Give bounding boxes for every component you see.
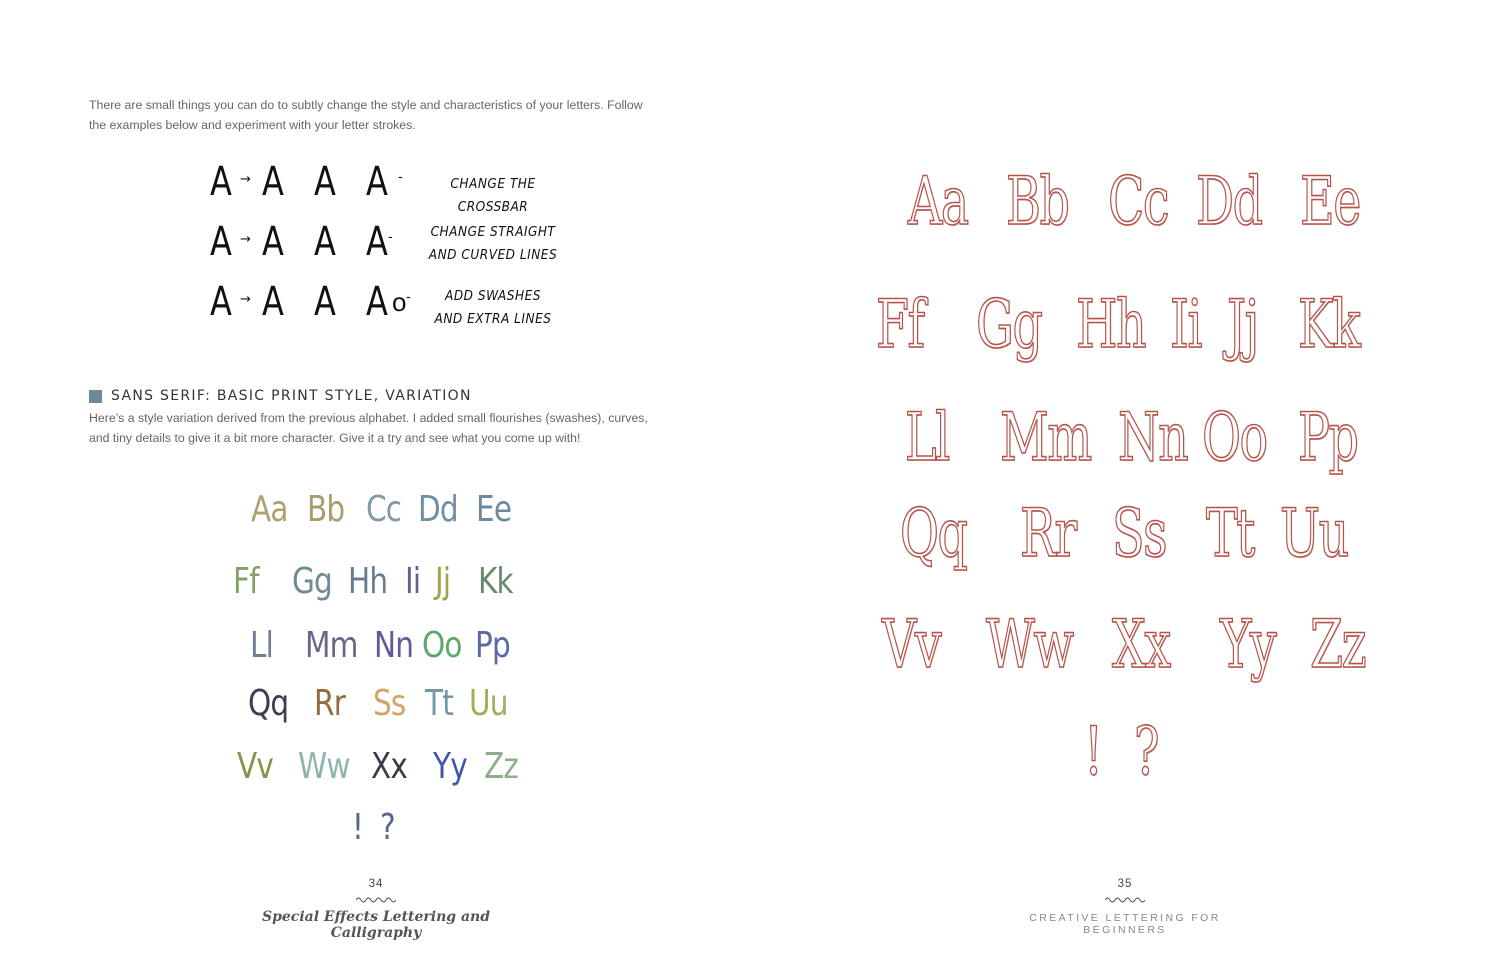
- letter-pair: Rr: [1020, 495, 1076, 572]
- letter-pair: Vv: [237, 746, 274, 787]
- letter-pair: Oo: [422, 625, 462, 666]
- letter-pair: Nn: [374, 625, 414, 666]
- punctuation: !: [1084, 713, 1102, 790]
- letter-pair: Nn: [1118, 399, 1188, 476]
- dash-mark: -: [398, 168, 403, 184]
- label-line: AND CURVED LINES: [428, 247, 558, 263]
- arrow-icon: →: [240, 292, 251, 307]
- example-letter: A: [262, 219, 284, 265]
- letter-pair: Hh: [1076, 286, 1146, 363]
- letter-pair: Ww: [986, 606, 1073, 683]
- letter-pair: Zz: [1310, 606, 1366, 683]
- letter-pair: Mm: [1000, 399, 1091, 476]
- page-number: 35: [1117, 878, 1133, 890]
- example-letter: A: [210, 159, 232, 205]
- letter-pair: Pp: [1298, 399, 1358, 476]
- letter-pair: Hh: [348, 561, 388, 602]
- punctuation: ?: [1134, 713, 1159, 790]
- letter-pair: Mm: [305, 625, 358, 666]
- letter-pair: Ii: [1170, 286, 1202, 363]
- section-heading: [89, 388, 472, 404]
- letter-pair: Tt: [425, 683, 453, 724]
- section-heading-text: SANS SERIF: BASIC PRINT STYLE, VARIATION: [111, 388, 472, 404]
- label-line: ADD SWASHES: [445, 288, 541, 304]
- intro-line: the examples below and experiment with your letter strokes.: [89, 118, 416, 132]
- swash-mark: o: [392, 287, 407, 317]
- example-label-lines: [418, 221, 568, 267]
- letter-pair: Ss: [1112, 495, 1167, 572]
- right-page: [750, 0, 1500, 971]
- letter-pair: Yy: [1220, 606, 1276, 683]
- letter-pair: Ee: [1300, 163, 1360, 240]
- example-letter: A: [314, 219, 336, 265]
- description-line: and tiny details to give it a bit more character. Give it a try and see what you come up with!: [89, 431, 581, 445]
- squiggle-ornament: [356, 896, 396, 904]
- page-number: 34: [368, 878, 384, 890]
- footer-title: Special Effects Lettering and Calligraphy: [262, 909, 490, 941]
- letter-pair: Oo: [1202, 399, 1267, 476]
- letter-pair: Pp: [475, 625, 510, 666]
- letter-pair: Ff: [876, 286, 924, 363]
- letter-pair: Ss: [373, 683, 406, 724]
- example-letter: A: [210, 219, 232, 265]
- label-line: CHANGE STRAIGHT: [430, 224, 556, 240]
- letter-pair: Cc: [366, 489, 402, 530]
- label-line: CHANGE THE CROSSBAR: [450, 176, 536, 215]
- letter-pair: Yy: [433, 746, 467, 787]
- example-letter: A: [366, 279, 388, 325]
- letter-pair: Ee: [476, 489, 512, 530]
- letter-pair: Qq: [248, 683, 289, 724]
- example-label-crossbar: [418, 173, 568, 219]
- squiggle-ornament: [1105, 896, 1145, 904]
- letter-pair: Zz: [484, 746, 519, 787]
- letter-pair: Ii: [405, 561, 421, 602]
- letter-pair: Jj: [1227, 286, 1258, 363]
- letter-pair: Gg: [976, 286, 1042, 363]
- letter-pair: Kk: [478, 561, 513, 602]
- letter-pair: Ww: [298, 746, 350, 787]
- section-description: [89, 408, 669, 448]
- label-line: AND EXTRA LINES: [434, 311, 552, 327]
- letter-pair: Qq: [900, 495, 967, 572]
- intro-text: [89, 95, 669, 135]
- letter-pair: Xx: [371, 746, 408, 787]
- letter-pair: Jj: [435, 561, 451, 602]
- letter-pair: Xx: [1112, 606, 1170, 683]
- letter-pair: Cc: [1108, 163, 1169, 240]
- punctuation: ?: [380, 807, 395, 848]
- letter-pair: Uu: [1280, 495, 1348, 572]
- description-line: Here’s a style variation derived from the previous alphabet. I added small flourishes (swashes), curves,: [89, 411, 648, 425]
- dash-mark: -: [406, 288, 411, 304]
- example-label-swashes: [418, 285, 568, 331]
- example-letter: A: [314, 279, 336, 325]
- example-letter: A: [366, 159, 388, 205]
- letter-pair: Aa: [251, 489, 288, 530]
- section-square-icon: [89, 390, 102, 403]
- letter-pair: Kk: [1298, 286, 1360, 363]
- intro-line: There are small things you can do to subtly change the style and characteristics of your letters. Follow: [89, 98, 643, 112]
- punctuation: !: [352, 807, 364, 848]
- arrow-icon: →: [240, 172, 251, 187]
- letter-pair: Tt: [1206, 495, 1254, 572]
- example-letter: A: [366, 219, 388, 265]
- letter-pair: Dd: [418, 489, 458, 530]
- letter-pair: Bb: [1006, 163, 1069, 240]
- letter-pair: Bb: [307, 489, 345, 530]
- letter-pair: Gg: [292, 561, 332, 602]
- dash-mark: -: [388, 228, 393, 244]
- letter-pair: Rr: [314, 683, 346, 724]
- arrow-icon: →: [240, 232, 251, 247]
- letter-pair: Uu: [469, 683, 508, 724]
- example-letter: A: [262, 159, 284, 205]
- letter-pair: Ll: [905, 399, 949, 476]
- footer-title: CREATIVE LETTERING FOR BEGINNERS: [1029, 912, 1221, 936]
- example-letter: A: [262, 279, 284, 325]
- example-letter: A: [314, 159, 336, 205]
- letter-pair: Aa: [908, 163, 968, 240]
- letter-pair: Vv: [882, 606, 941, 683]
- letter-pair: Dd: [1196, 163, 1262, 240]
- letter-pair: Ll: [250, 625, 274, 666]
- example-letter: A: [210, 279, 232, 325]
- letter-pair: Ff: [233, 561, 259, 602]
